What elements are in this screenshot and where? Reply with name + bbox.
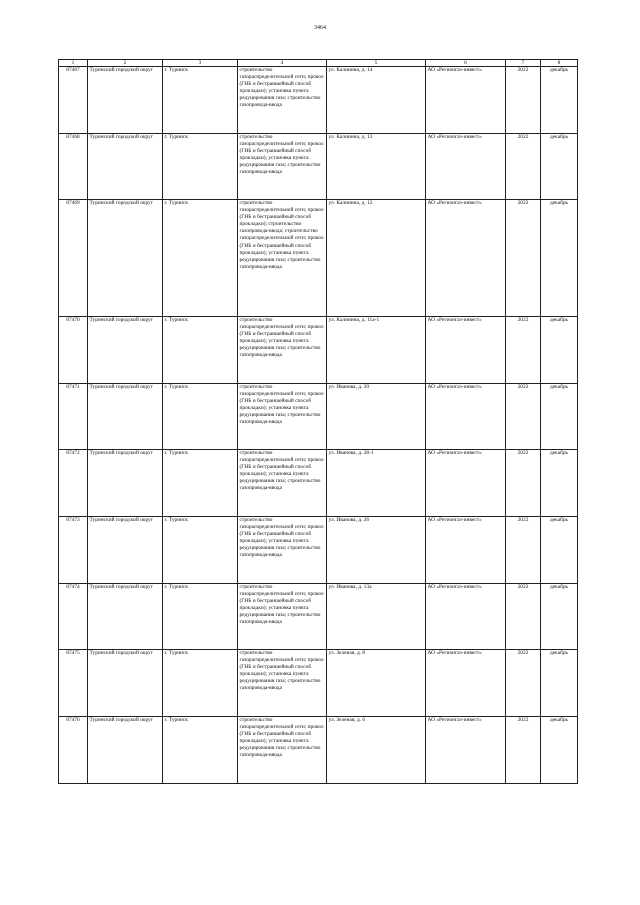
organization-cell: АО «Регионгаз-инвест» — [426, 584, 506, 650]
month-cell: декабрь — [541, 384, 578, 450]
year-cell: 2022 — [506, 134, 541, 200]
locality-cell: г. Туринск — [163, 450, 238, 517]
organization-cell: АО «Регионгаз-инвест» — [426, 67, 506, 134]
year-cell: 2022 — [506, 517, 541, 584]
col-header-6: 6 — [426, 60, 506, 67]
year-cell: 2022 — [506, 584, 541, 650]
work-description-cell: строительство газораспределительной сети; прокол (ГНБ и бестраншейный способ прокладки); установка пункта редуцирования газа; строительство газопровода-ввода — [238, 650, 327, 717]
locality-cell: г. Туринск — [163, 134, 238, 200]
locality-cell: г. Туринск — [163, 650, 238, 717]
organization-cell: АО «Регионгаз-инвест» — [426, 134, 506, 200]
address-cell: ул. Иванова, д. 13а — [327, 584, 426, 650]
district-cell: Туринский городской округ — [88, 200, 163, 317]
row-id-cell: 87468 — [59, 134, 88, 200]
work-description-cell: строительство газораспределительной сети; прокол (ГНБ и бестраншейный способ прокладки); строительство газопровода-ввода; строительство газораспределительной сети; прокол (ГНБ и бестраншейный способ прокладки); установка пункта редуцирования газа; строительство газопровода-ввода — [238, 200, 327, 317]
col-header-2: 2 — [88, 60, 163, 67]
month-cell: декабрь — [541, 517, 578, 584]
address-cell: ул. Иванова, д. 30 — [327, 384, 426, 450]
locality-cell: г. Туринск — [163, 517, 238, 584]
row-id-cell: 87473 — [59, 517, 88, 584]
year-cell: 2022 — [506, 450, 541, 517]
organization-cell: АО «Регионгаз-инвест» — [426, 517, 506, 584]
row-id-cell: 87475 — [59, 650, 88, 717]
organization-cell: АО «Регионгаз-инвест» — [426, 717, 506, 784]
table-row — [59, 384, 578, 450]
year-cell: 2022 — [506, 717, 541, 784]
month-cell: декабрь — [541, 67, 578, 134]
table-row — [59, 717, 578, 784]
district-cell: Туринский городской округ — [88, 584, 163, 650]
table-row — [59, 650, 578, 717]
month-cell: декабрь — [541, 584, 578, 650]
row-id-cell: 87472 — [59, 450, 88, 517]
district-cell: Туринский городской округ — [88, 134, 163, 200]
district-cell: Туринский городской округ — [88, 450, 163, 517]
month-cell: декабрь — [541, 200, 578, 317]
col-header-4: 4 — [238, 60, 327, 67]
col-header-8: 8 — [541, 60, 578, 67]
gasification-table — [58, 59, 578, 784]
locality-cell: г. Туринск — [163, 717, 238, 784]
row-id-cell: 87476 — [59, 717, 88, 784]
district-cell: Туринский городской округ — [88, 384, 163, 450]
col-header-3: 3 — [163, 60, 238, 67]
row-id-cell: 87471 — [59, 384, 88, 450]
col-header-5: 5 — [327, 60, 426, 67]
work-description-cell: строительство газораспределительной сети; прокол (ГНБ и бестраншейный способ прокладки); установка пункта редуцирования газа; строительство газопровода-ввода — [238, 717, 327, 784]
locality-cell: г. Туринск — [163, 67, 238, 134]
row-id-cell: 87467 — [59, 67, 88, 134]
table-row — [59, 67, 578, 134]
work-description-cell: строительство газораспределительной сети; прокол (ГНБ и бестраншейный способ прокладки); установка пункта редуцирования газа; строительство газопровода-ввода — [238, 67, 327, 134]
year-cell: 2022 — [506, 67, 541, 134]
table-row — [59, 317, 578, 384]
address-cell: ул. Иванова, д. 26 — [327, 517, 426, 584]
year-cell: 2022 — [506, 650, 541, 717]
work-description-cell: строительство газораспределительной сети; прокол (ГНБ и бестраншейный способ прокладки); установка пункта редуцирования газа; строительство газопровода-ввода — [238, 584, 327, 650]
row-id-cell: 87474 — [59, 584, 88, 650]
work-description-cell: строительство газораспределительной сети; прокол (ГНБ и бестраншейный способ прокладки); установка пункта редуцирования газа; строительство газопровода-ввода — [238, 450, 327, 517]
address-cell: ул. Иванова, д. 28-1 — [327, 450, 426, 517]
organization-cell: АО «Регионгаз-инвест» — [426, 650, 506, 717]
address-cell: ул. Калинина, д. 12 — [327, 200, 426, 317]
header-row — [59, 60, 578, 67]
organization-cell: АО «Регионгаз-инвест» — [426, 450, 506, 517]
locality-cell: г. Туринск — [163, 384, 238, 450]
year-cell: 2022 — [506, 317, 541, 384]
col-header-7: 7 — [506, 60, 541, 67]
organization-cell: АО «Регионгаз-инвест» — [426, 200, 506, 317]
work-description-cell: строительство газораспределительной сети; прокол (ГНБ и бестраншейный способ прокладки); установка пункта редуцирования газа; строительство газопровода-ввода — [238, 517, 327, 584]
work-description-cell: строительство газораспределительной сети; прокол (ГНБ и бестраншейный способ прокладки); установка пункта редуцирования газа; строительство газопровода-ввода — [238, 384, 327, 450]
work-description-cell: строительство газораспределительной сети; прокол (ГНБ и бестраншейный способ прокладки); установка пункта редуцирования газа; строительство газопровода-ввода — [238, 317, 327, 384]
month-cell: декабрь — [541, 450, 578, 517]
month-cell: декабрь — [541, 717, 578, 784]
table-row — [59, 450, 578, 517]
year-cell: 2022 — [506, 200, 541, 317]
address-cell: ул. Калинина, д. 14 — [327, 67, 426, 134]
table-row — [59, 134, 578, 200]
address-cell: ул. Зеленая, д. 8 — [327, 650, 426, 717]
locality-cell: г. Туринск — [163, 584, 238, 650]
row-id-cell: 87469 — [59, 200, 88, 317]
month-cell: декабрь — [541, 317, 578, 384]
address-cell: ул. Зеленая, д. 6 — [327, 717, 426, 784]
page-number: 3464 — [314, 25, 326, 31]
month-cell: декабрь — [541, 134, 578, 200]
organization-cell: АО «Регионгаз-инвест» — [426, 384, 506, 450]
district-cell: Туринский городской округ — [88, 517, 163, 584]
work-description-cell: строительство газораспределительной сети; прокол (ГНБ и бестраншейный способ прокладки); установка пункта редуцирования газа; строительство газопровода-ввода — [238, 134, 327, 200]
address-cell: ул. Калинина, д. 13 — [327, 134, 426, 200]
table-row — [59, 584, 578, 650]
district-cell: Туринский городской округ — [88, 317, 163, 384]
district-cell: Туринский городской округ — [88, 67, 163, 134]
locality-cell: г. Туринск — [163, 200, 238, 317]
month-cell: декабрь — [541, 650, 578, 717]
district-cell: Туринский городской округ — [88, 717, 163, 784]
organization-cell: АО «Регионгаз-инвест» — [426, 317, 506, 384]
locality-cell: г. Туринск — [163, 317, 238, 384]
table-row — [59, 517, 578, 584]
year-cell: 2022 — [506, 384, 541, 450]
table-row — [59, 200, 578, 317]
col-header-1: 1 — [59, 60, 88, 67]
table-body — [59, 67, 578, 784]
row-id-cell: 87470 — [59, 317, 88, 384]
address-cell: ул. Калинина, д. 11а-1 — [327, 317, 426, 384]
district-cell: Туринский городской округ — [88, 650, 163, 717]
